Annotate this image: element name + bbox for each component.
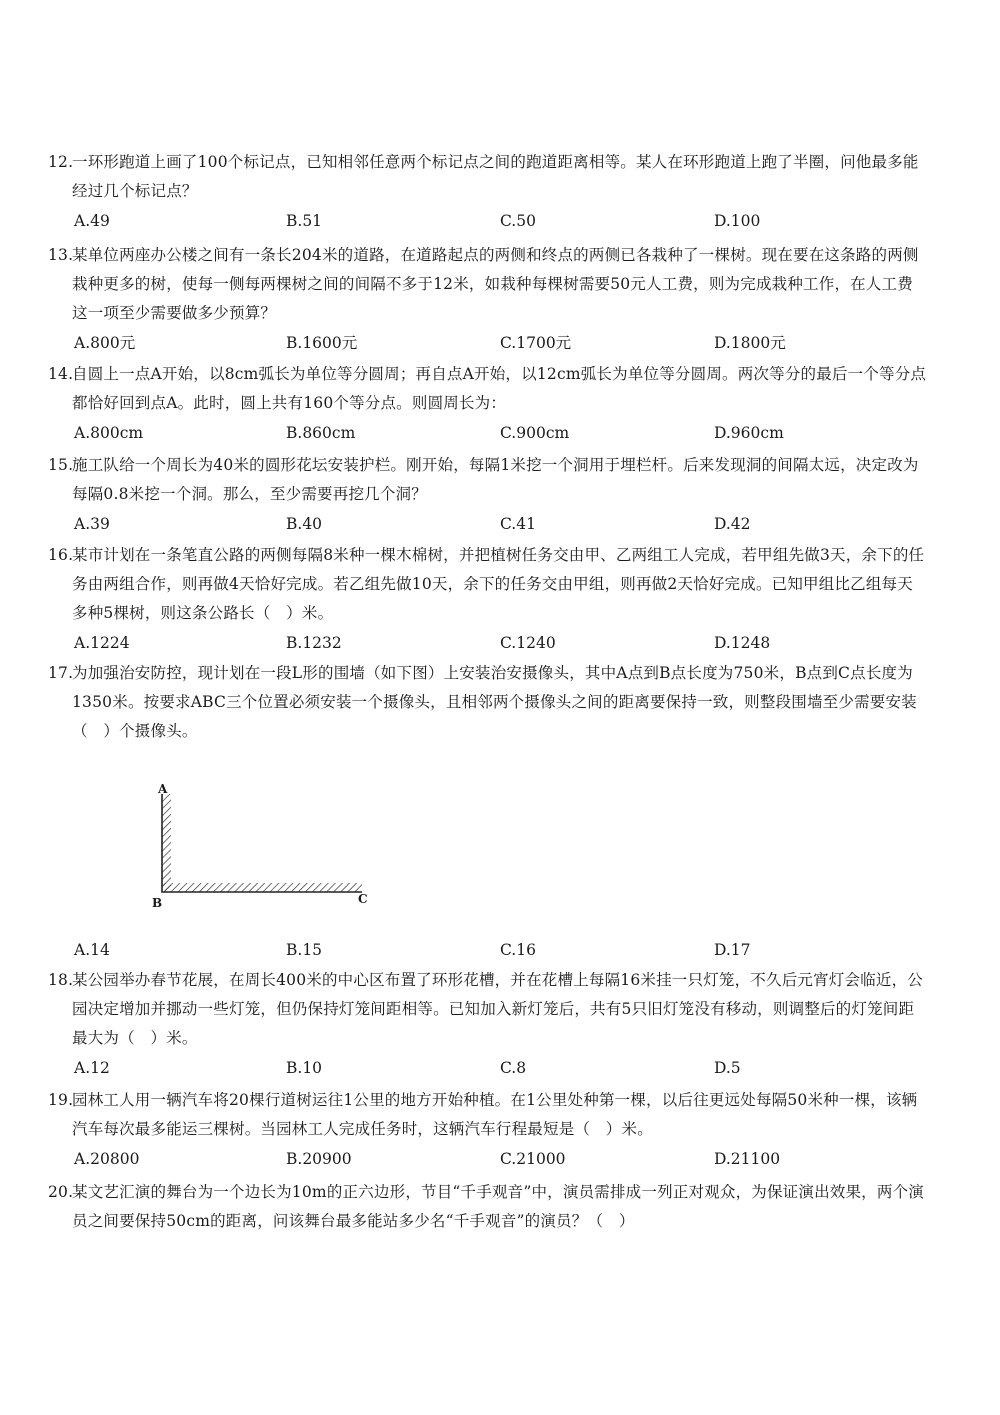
option-c: C.21000 — [500, 1150, 566, 1168]
question-13 — [48, 241, 928, 358]
question-text: 自圆上一点A开始，以8cm弧长为单位等分圆周；再自点A开始，以12cm弧长为单位等分圆周。两次等分的最后一个等分点都恰好回到点A。此时，圆上共有160个等分点。则圆周长为： — [72, 365, 927, 412]
option-c: C.50 — [500, 212, 536, 230]
question-number: 14. — [48, 365, 74, 383]
question-stem — [48, 541, 928, 628]
question-text: 某公园举办春节花展，在周长400米的中心区布置了环形花槽，并在花槽上每隔16米挂一只灯笼，不久后元宵灯会临近，公园决定增加并挪动一些灯笼，但仍保持灯笼间距相等。已知加入新灯笼后，共有5只旧灯笼没有移动，则调整后的灯笼间距最大为（ ）米。 — [72, 971, 924, 1047]
question-18 — [48, 966, 928, 1083]
question-17-options — [48, 935, 928, 965]
option-c: C.1240 — [500, 634, 556, 652]
option-d: D.1800元 — [714, 334, 786, 352]
options-row — [48, 418, 928, 448]
options-row — [48, 628, 928, 658]
option-b: B.40 — [286, 515, 323, 533]
options-row — [48, 509, 928, 539]
question-19 — [48, 1086, 928, 1174]
option-c: C.8 — [500, 1059, 527, 1077]
option-d: D.21100 — [714, 1150, 781, 1168]
question-stem — [48, 451, 928, 509]
question-number: 20. — [48, 1183, 74, 1201]
options-row — [48, 1053, 928, 1083]
question-text: 某单位两座办公楼之间有一条长204米的道路，在道路起点的两侧和终点的两侧已各栽种了一棵树。现在要在这条路的两侧栽种更多的树，使每一侧每两棵树之间的间隔不多于12米，如栽种每棵树需要50元人工费，则为完成栽种工作，在人工费这一项至少需要做多少预算？ — [72, 246, 919, 322]
option-d: D.100 — [714, 212, 761, 230]
question-text: 某市计划在一条笔直公路的两侧每隔8米种一棵木棉树，并把植树任务交由甲、乙两组工人完成，若甲组先做3天，余下的任务由两组合作，则再做4天恰好完成。若乙组先做10天，余下的任务交由甲组，则再做2天恰好完成。已知甲组比乙组每天多种5棵树，则这条公路长（ ）米。 — [72, 546, 925, 622]
option-c: C.900cm — [500, 424, 570, 442]
option-b: B.10 — [286, 1059, 323, 1077]
question-stem — [48, 1086, 928, 1144]
option-b: B.860cm — [286, 424, 356, 442]
option-b: B.20900 — [286, 1150, 352, 1168]
option-d: D.42 — [714, 515, 751, 533]
option-c: C.1700元 — [500, 334, 572, 352]
question-stem — [48, 360, 928, 418]
option-a: A.49 — [74, 212, 110, 230]
question-text: 施工队给一个周长为40米的圆形花坛安装护栏。刚开始，每隔1米挖一个洞用于埋栏杆。后来发现洞的间隔太远，决定改为每隔0.8米挖一个洞。那么，至少需要再挖几个洞？ — [72, 456, 919, 503]
options-row — [48, 206, 928, 236]
question-stem — [48, 241, 928, 328]
question-text: 一环形跑道上画了100个标记点，已知相邻任意两个标记点之间的跑道距离相等。某人在环形跑道上跑了半圈，问他最多能经过几个标记点？ — [72, 153, 919, 200]
option-d: D.5 — [714, 1059, 741, 1077]
option-b: B.1232 — [286, 634, 342, 652]
option-c: C.41 — [500, 515, 536, 533]
options-row — [48, 935, 928, 965]
vertical-wall-hatch — [162, 794, 171, 892]
option-a: A.800元 — [74, 334, 136, 352]
option-d: D.1248 — [714, 634, 771, 652]
question-text: 园林工人用一辆汽车将20棵行道树运往1公里的地方开始种植。在1公里处种第一棵，以后往更远处每隔50米种一棵，该辆汽车每次最多能运三棵树。当园林工人完成任务时，这辆汽车行程最短是（ ）米。 — [72, 1091, 918, 1138]
option-a: A.1224 — [74, 634, 130, 652]
horizontal-wall-hatch — [162, 883, 362, 892]
option-a: A.20800 — [74, 1150, 140, 1168]
option-a: A.800cm — [74, 424, 144, 442]
wall-line — [162, 794, 362, 892]
option-a: A.14 — [74, 941, 110, 959]
question-stem — [48, 659, 928, 746]
point-b-label: B — [152, 896, 163, 910]
question-number: 16. — [48, 546, 74, 564]
point-c-label: C — [358, 892, 368, 906]
question-stem — [48, 966, 928, 1053]
point-a-label: A — [158, 782, 168, 796]
l-wall-diagram — [148, 780, 388, 915]
option-d: D.17 — [714, 941, 751, 959]
question-text: 为加强治安防控，现计划在一段L形的围墙（如下图）上安装治安摄像头，其中A点到B点长度为750米，B点到C点长度为1350米。按要求ABC三个位置必须安装一个摄像头，且相邻两个摄像头之间的距离要保持一致，则整段围墙至少需要安装（ ）个摄像头。 — [72, 664, 917, 740]
question-text: 某文艺汇演的舞台为一个边长为10m的正六边形，节目“千手观音”中，演员需排成一列正对观众，为保证演出效果，两个演员之间要保持50cm的距离，问该舞台最多能站多少名“千手观音”的演员？（ ） — [72, 1183, 924, 1230]
option-d: D.960cm — [714, 424, 784, 442]
option-c: C.16 — [500, 941, 536, 959]
option-b: B.15 — [286, 941, 323, 959]
option-a: A.39 — [74, 515, 110, 533]
options-row — [48, 328, 928, 358]
question-stem — [48, 148, 928, 206]
question-15 — [48, 451, 928, 539]
option-a: A.12 — [74, 1059, 110, 1077]
question-14 — [48, 360, 928, 448]
question-20 — [48, 1178, 928, 1236]
question-number: 12. — [48, 153, 74, 171]
question-number: 17. — [48, 664, 74, 682]
question-number: 15. — [48, 456, 74, 474]
question-number: 13. — [48, 246, 74, 264]
option-b: B.1600元 — [286, 334, 358, 352]
options-row — [48, 1144, 928, 1174]
question-number: 19. — [48, 1091, 74, 1109]
question-number: 18. — [48, 971, 74, 989]
question-12 — [48, 148, 928, 236]
question-17 — [48, 659, 928, 746]
question-16 — [48, 541, 928, 658]
l-wall-figure — [148, 780, 388, 915]
question-stem — [48, 1178, 928, 1236]
option-b: B.51 — [286, 212, 323, 230]
